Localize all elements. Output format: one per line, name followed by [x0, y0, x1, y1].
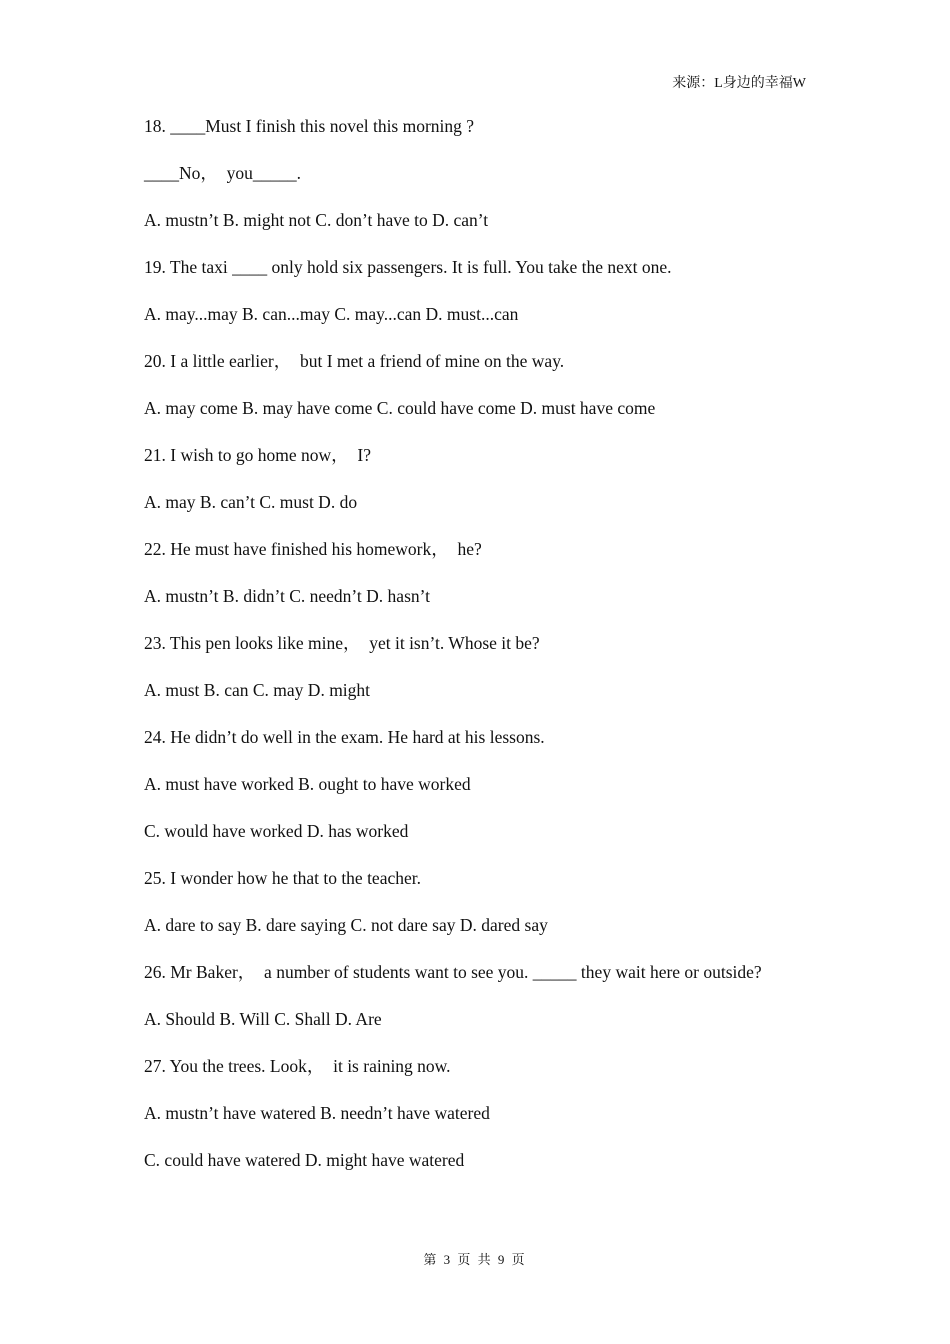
question-27-options-c-d: C. could have watered D. might have watered [144, 1150, 465, 1170]
question-24-options-a-b: A. must have worked B. ought to have worked [144, 774, 471, 794]
question-24-options-c-d: C. would have worked D. has worked [144, 821, 409, 841]
page-number-footer: 第 3 页 共 9 页 [423, 1252, 527, 1267]
question-22: 22. He must have finished his homework， he? [144, 539, 482, 559]
question-27: 27. You the trees. Look， it is raining now. [144, 1056, 451, 1076]
question-26-options: A. Should B. Will C. Shall D. Are [144, 1009, 382, 1029]
question-27-options-a-b: A. mustn’t have watered B. needn’t have watered [144, 1103, 490, 1123]
question-18: 18. ____Must I finish this novel this morning ? [144, 116, 475, 136]
question-21: 21. I wish to go home now， I? [144, 445, 371, 465]
question-21-options: A. may B. can’t C. must D. do [144, 492, 358, 512]
question-19: 19. The taxi ____ only hold six passengers. It is full. You take the next one. [144, 257, 672, 277]
question-18-response: ____No， you_____. [144, 163, 302, 183]
question-23: 23. This pen looks like mine， yet it isn’t. Whose it be? [144, 633, 540, 653]
question-20: 20. I a little earlier， but I met a friend of mine on the way. [144, 351, 565, 371]
question-24: 24. He didn’t do well in the exam. He hard at his lessons. [144, 727, 545, 747]
question-20-options: A. may come B. may have come C. could have come D. must have come [144, 398, 656, 418]
document-body [144, 114, 784, 1195]
question-25: 25. I wonder how he that to the teacher. [144, 868, 421, 888]
source-header: 来源：L身边的幸福W [672, 76, 806, 91]
question-18-options: A. mustn’t B. might not C. don’t have to D. can’t [144, 210, 489, 230]
question-25-options: A. dare to say B. dare saying C. not dare say D. dared say [144, 915, 548, 935]
question-22-options: A. mustn’t B. didn’t C. needn’t D. hasn’t [144, 586, 430, 606]
question-23-options: A. must B. can C. may D. might [144, 680, 371, 700]
question-26: 26. Mr Baker， a number of students want to see you. _____ they wait here or outside? [144, 962, 762, 982]
question-19-options: A. may...may B. can...may C. may...can D. must...can [144, 304, 519, 324]
